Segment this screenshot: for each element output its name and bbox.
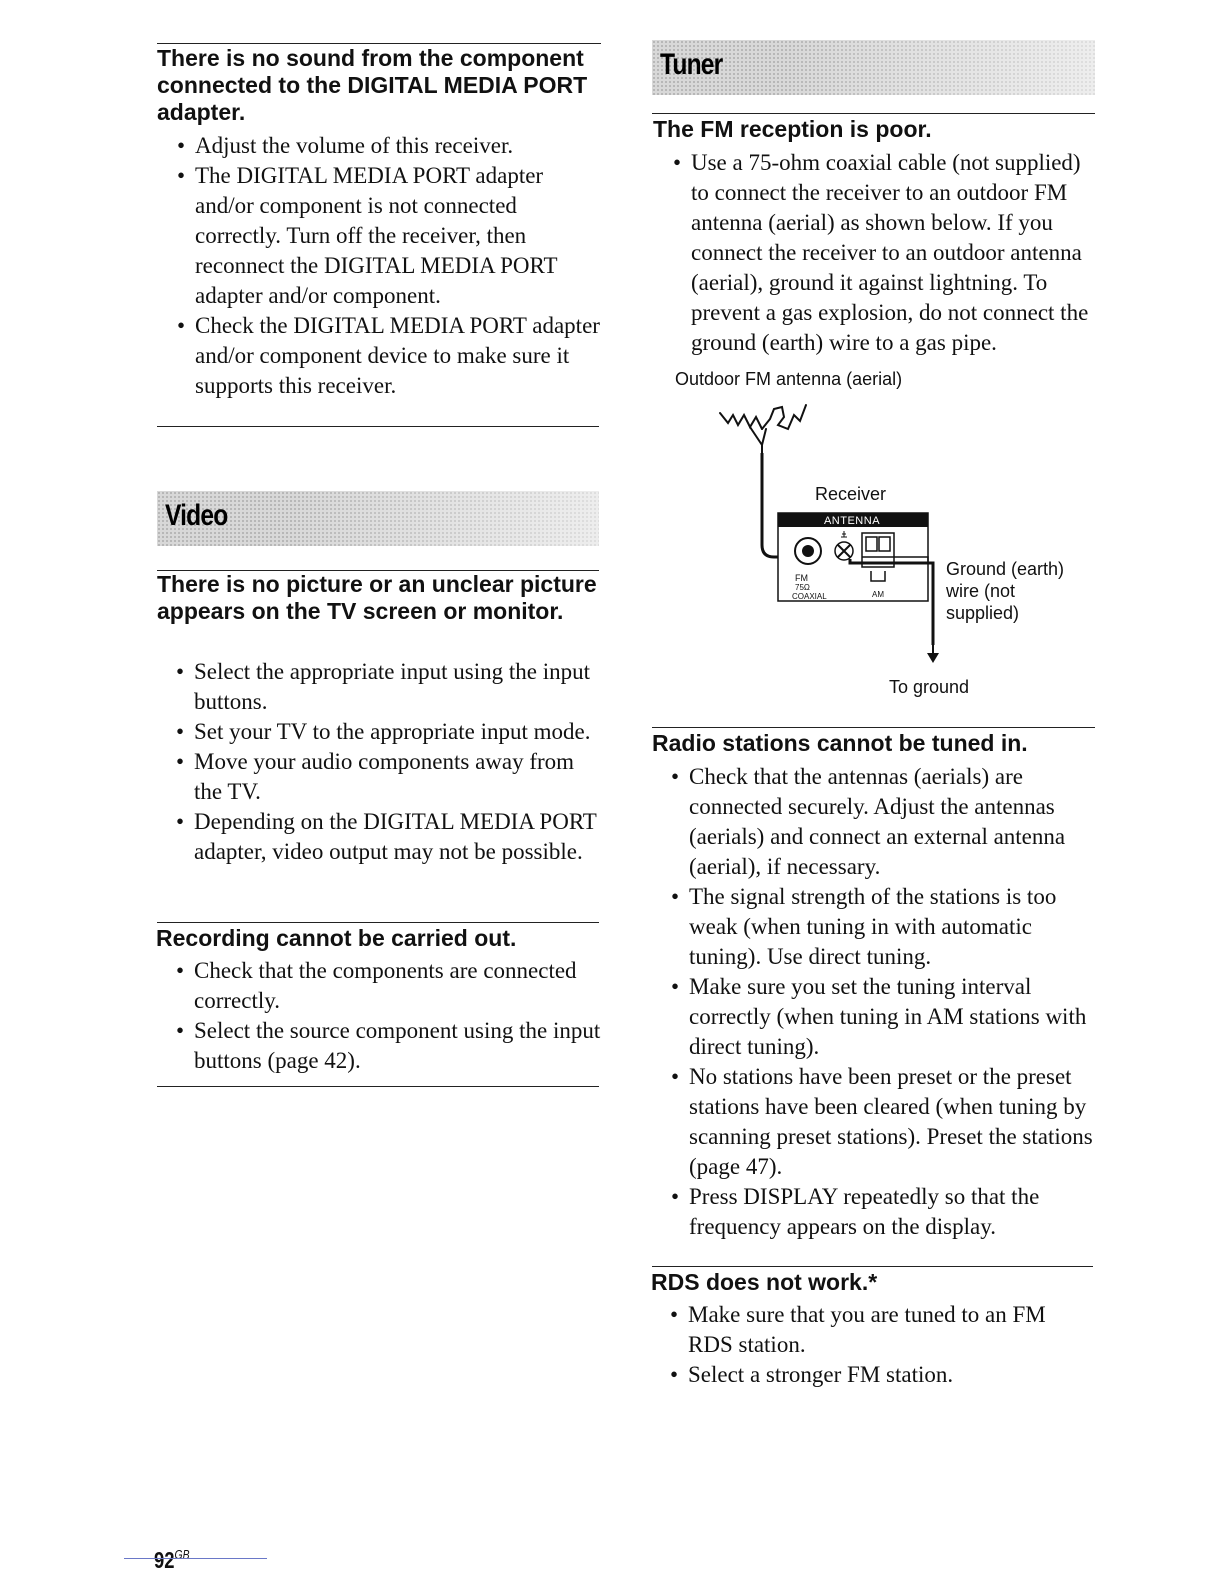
fm-reception-bullets [654,148,1102,358]
list-item: • Move your audio components away from the TV. [157,747,605,807]
antenna-panel-title: ANTENNA [823,515,881,527]
ohm-label: 75Ω [795,583,810,592]
outdoor-antenna-icon [720,405,806,455]
list-item: • Check that the components are connected correctly. [157,956,605,1016]
receiver-panel [778,513,928,601]
tuner-banner-title: Tuner [660,48,723,81]
receiver-label: Receiver [815,484,887,504]
recording-bullets [157,956,605,1076]
list-item: • Depending on the DIGITAL MEDIA PORT adapter, video output may not be possible. [157,807,605,867]
list-item: • The DIGITAL MEDIA PORT adapter and/or component is not connected correctly. Turn off the receiver, then reconnect the DIGITAL MEDIA PORT adapter and/or component. [158,161,603,311]
section-top-rule [652,113,1095,114]
picture-heading: There is no picture or an unclear picture appears on the TV screen or monitor. [157,571,597,624]
list-item: • Adjust the volume of this receiver. [158,131,603,161]
picture-bullets [157,657,605,867]
section-top-rule [157,922,599,923]
diagram-caption: Outdoor FM antenna (aerial) [675,369,903,389]
rds-heading: RDS does not work.* [651,1269,878,1295]
page-suffix: GB [174,1547,190,1562]
fm-label: FM [795,573,808,583]
list-item: • Use a 75-ohm coaxial cable (not supplied) to connect the receiver to an outdoor FM antenna (aerial) as shown below. If you connect the receiver to an outdoor antenna (aerial), ground it against lightning. To prevent a gas explosion, do not connect the ground (earth) wire to a gas pipe. [654,148,1102,358]
radio-stations-bullets [652,762,1100,1242]
section-top-rule [652,1266,1093,1267]
section-bottom-rule [157,1086,599,1087]
video-banner-title: Video [165,499,228,532]
am-label: AM [872,590,884,599]
radio-stations-heading: Radio stations cannot be tuned in. [652,730,1028,756]
ground-wire-label-line-2: wire (not [946,581,1016,601]
digital-media-heading: There is no sound from the component connected to the DIGITAL MEDIA PORT adapter. [157,45,588,125]
recording-heading: Recording cannot be carried out. [156,925,517,951]
section-bottom-rule [157,426,599,427]
ground-arrow-icon [927,653,939,663]
list-item: • Select the source component using the input buttons (page 42). [157,1016,605,1076]
list-item: • Check the DIGITAL MEDIA PORT adapter and/or component device to make sure it supports this receiver. [158,311,603,401]
list-item: • Select a stronger FM station. [651,1360,1091,1390]
digital-media-bullets [158,131,603,401]
fm-reception-heading: The FM reception is poor. [653,116,932,142]
to-ground-label: To ground [889,677,970,697]
coaxial-label: COAXIAL [792,592,827,601]
rds-bullets [651,1300,1091,1390]
section-top-rule [652,727,1095,728]
ground-wire-label-line-1: Ground (earth) [946,559,1065,579]
ground-wire-label-line-3: supplied) [946,603,1020,623]
page-number: $92^{GB}$ [154,1547,190,1573]
list-item: • Make sure that you are tuned to an FM RDS station. [651,1300,1091,1360]
list-item: • No stations have been preset or the preset stations have been cleared (when tuning by scanning preset stations). Preset the stations (page 47). [652,1062,1100,1182]
list-item: • Select the appropriate input using the input buttons. [157,657,605,717]
tuner-banner [652,40,1095,95]
footer-divider [124,1558,267,1559]
list-item: • Check that the antennas (aerials) are connected securely. Adjust the antennas (aerials) and connect an external antenna (aerial), if necessary. [652,762,1100,882]
video-banner [157,491,599,546]
list-item: • The signal strength of the stations is too weak (when tuning in with automatic tuning). Use direct tuning. [652,882,1100,972]
list-item: • Press DISPLAY repeatedly so that the frequency appears on the display. [652,1182,1100,1242]
antenna-diagram [700,395,1080,705]
section-top-rule [157,43,601,44]
list-item: • Set your TV to the appropriate input mode. [157,717,605,747]
list-item: • Make sure you set the tuning interval correctly (when tuning in AM stations with direct tuning). [652,972,1100,1062]
